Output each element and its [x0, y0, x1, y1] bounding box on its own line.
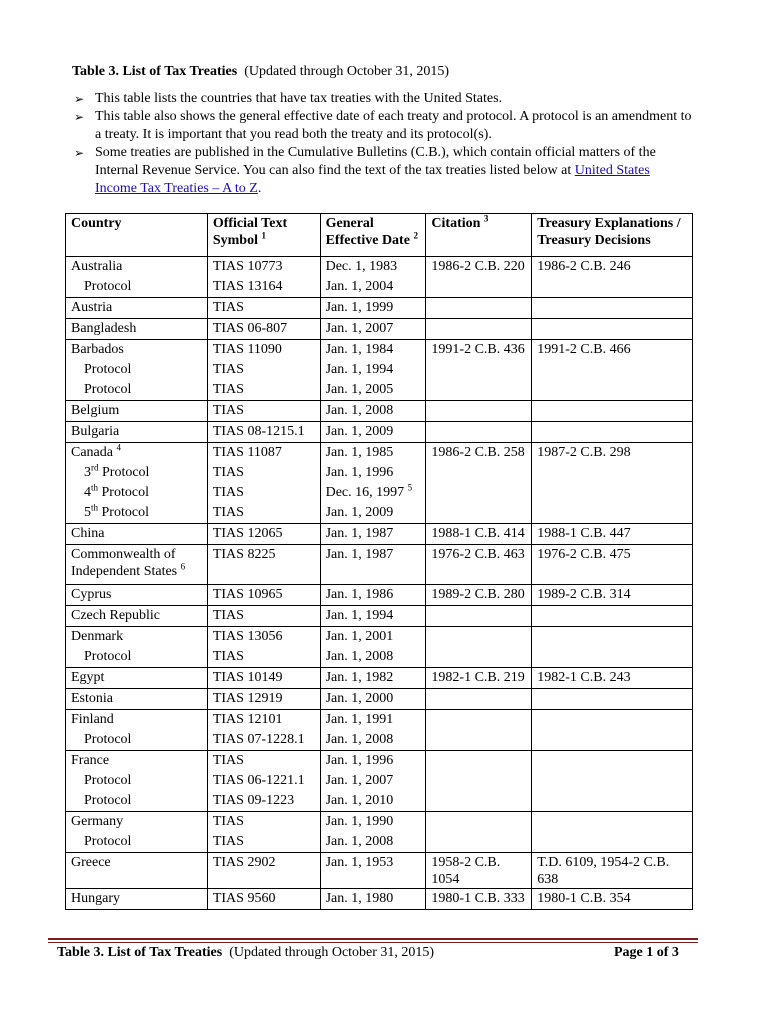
cell-symbol: TIAS 12065: [207, 524, 320, 545]
cell-treasury: [532, 401, 693, 422]
cell-country: Protocol: [66, 832, 208, 853]
cell-citation: [426, 463, 532, 483]
cell-treasury: [532, 812, 693, 833]
cell-date: Jan. 1, 1999: [320, 298, 426, 319]
table-row: [66, 627, 693, 648]
cell-country: China: [66, 524, 208, 545]
cell-treasury: [532, 463, 693, 483]
cell-citation: [426, 832, 532, 853]
table-row: [66, 340, 693, 361]
cell-citation: [426, 627, 532, 648]
cell-symbol: TIAS: [207, 298, 320, 319]
header-effective-date: General Effective Date $^2$: [320, 214, 426, 257]
cell-date: Jan. 1, 1987: [320, 524, 426, 545]
cell-symbol: TIAS 13164: [207, 277, 320, 298]
cell-citation: 1986-2 C.B. 220: [426, 257, 532, 278]
cell-date: Jan. 1, 1953: [320, 853, 426, 889]
cell-symbol: TIAS: [207, 401, 320, 422]
cell-country: Protocol: [66, 360, 208, 380]
cell-citation: [426, 730, 532, 751]
cell-symbol: TIAS 06-1221.1: [207, 771, 320, 791]
cell-date: Jan. 1, 1986: [320, 585, 426, 606]
cell-citation: 1988-1 C.B. 414: [426, 524, 532, 545]
cell-country: Bulgaria: [66, 422, 208, 443]
cell-treasury: T.D. 6109, 1954-2 C.B. 638: [532, 853, 693, 889]
cell-treasury: [532, 832, 693, 853]
tax-treaties-table: [65, 213, 693, 910]
cell-treasury: 1976-2 C.B. 475: [532, 545, 693, 585]
table-row: [66, 710, 693, 731]
cell-citation: 1982-1 C.B. 219: [426, 668, 532, 689]
cell-symbol: TIAS: [207, 647, 320, 668]
cell-citation: [426, 812, 532, 833]
cell-country: Egypt: [66, 668, 208, 689]
cell-date: Jan. 1, 2000: [320, 689, 426, 710]
cell-treasury: [532, 689, 693, 710]
page-number: Page 1 of 3: [614, 945, 679, 960]
cell-symbol: TIAS 08-1215.1: [207, 422, 320, 443]
table-row: [66, 853, 693, 889]
cell-treasury: [532, 422, 693, 443]
header-symbol: Official Text Symbol $^1$: [207, 214, 320, 257]
cell-symbol: TIAS 06-807: [207, 319, 320, 340]
table-row: [66, 585, 693, 606]
cell-symbol: TIAS: [207, 812, 320, 833]
table-row: [66, 360, 693, 380]
cell-country: Protocol: [66, 771, 208, 791]
cell-symbol: TIAS: [207, 503, 320, 524]
page-title-date: (Updated through October 31, 2015): [244, 64, 450, 79]
cell-treasury: [532, 647, 693, 668]
cell-citation: 1989-2 C.B. 280: [426, 585, 532, 606]
table-row: [66, 606, 693, 627]
cell-country: Germany: [66, 812, 208, 833]
cell-date: Jan. 1, 1982: [320, 668, 426, 689]
cell-date: Jan. 1, 2005: [320, 380, 426, 401]
table-row: [66, 771, 693, 791]
cell-symbol: TIAS 13056: [207, 627, 320, 648]
cell-symbol: TIAS 10149: [207, 668, 320, 689]
table-row: [66, 503, 693, 524]
arrow-bullet-icon: ➢: [74, 110, 85, 124]
cell-citation: [426, 483, 532, 503]
table-row: [66, 647, 693, 668]
cell-symbol: TIAS 2902: [207, 853, 320, 889]
cell-treasury: [532, 380, 693, 401]
cell-citation: 1958-2 C.B. 1054: [426, 853, 532, 889]
table-row: [66, 319, 693, 340]
cell-citation: [426, 647, 532, 668]
cell-country: Protocol: [66, 277, 208, 298]
table-row: [66, 730, 693, 751]
cell-treasury: 1989-2 C.B. 314: [532, 585, 693, 606]
table-row: [66, 380, 693, 401]
cell-citation: [426, 606, 532, 627]
cell-country: France: [66, 751, 208, 772]
cell-country: Cyprus: [66, 585, 208, 606]
footer-rule: [48, 938, 698, 940]
cell-symbol: TIAS 12919: [207, 689, 320, 710]
arrow-bullet-icon: ➢: [74, 146, 85, 160]
table-header-row: [66, 214, 693, 257]
cell-date: Jan. 1, 1991: [320, 710, 426, 731]
cell-date: Jan. 1, 2007: [320, 319, 426, 340]
intro-bullets: [72, 90, 692, 198]
table-row: [66, 689, 693, 710]
cell-symbol: TIAS 07-1228.1: [207, 730, 320, 751]
table-row: [66, 463, 693, 483]
cell-symbol: TIAS: [207, 832, 320, 853]
cell-country: Canada $^4$: [66, 443, 208, 464]
cell-treasury: 1982-1 C.B. 243: [532, 668, 693, 689]
cell-citation: [426, 503, 532, 524]
cell-country: Australia: [66, 257, 208, 278]
cell-date: Jan. 1, 1985: [320, 443, 426, 464]
cell-treasury: [532, 606, 693, 627]
table-row: [66, 545, 693, 585]
cell-citation: 1980-1 C.B. 333: [426, 889, 532, 910]
cell-treasury: [532, 483, 693, 503]
cell-date: Jan. 1, 2008: [320, 730, 426, 751]
cell-treasury: [532, 791, 693, 812]
cell-country: Protocol: [66, 380, 208, 401]
cell-date: Jan. 1, 1994: [320, 606, 426, 627]
cell-citation: [426, 771, 532, 791]
header-citation: Citation $^3$: [426, 214, 532, 257]
cell-citation: [426, 401, 532, 422]
cell-date: Jan. 1, 1996: [320, 751, 426, 772]
cell-date: Jan. 1, 1996: [320, 463, 426, 483]
cell-country: 3rd Protocol: [66, 463, 208, 483]
table-row: [66, 277, 693, 298]
cell-country: Bangladesh: [66, 319, 208, 340]
cell-treasury: [532, 730, 693, 751]
cell-date: Jan. 1, 2004: [320, 277, 426, 298]
cell-date: Jan. 1, 1990: [320, 812, 426, 833]
page-title-bold: Table 3. List of Tax Treaties: [72, 64, 238, 79]
cell-treasury: 1980-1 C.B. 354: [532, 889, 693, 910]
cell-country: Protocol: [66, 791, 208, 812]
cell-date: Jan. 1, 2009: [320, 422, 426, 443]
cell-country: Protocol: [66, 647, 208, 668]
cell-country: Finland: [66, 710, 208, 731]
table-row: [66, 889, 693, 910]
cell-citation: 1986-2 C.B. 258: [426, 443, 532, 464]
cell-country: 4th Protocol: [66, 483, 208, 503]
cell-date: Jan. 1, 2007: [320, 771, 426, 791]
table-row: [66, 483, 693, 503]
cell-date: Dec. 1, 1983: [320, 257, 426, 278]
bullet-item: ➢ This table also shows the general effective date of each treaty and protocol. A protocol is an amendment to a treaty. It is important that you read both the treaty and its protocol(s).: [74, 109, 692, 142]
cell-date: Jan. 1, 1987: [320, 545, 426, 585]
tax-treaties-a-to-z-link[interactable]: United States Income Tax Treaties – A to Z: [95, 163, 650, 196]
cell-treasury: 1991-2 C.B. 466: [532, 340, 693, 361]
cell-treasury: 1988-1 C.B. 447: [532, 524, 693, 545]
cell-date: Jan. 1, 2008: [320, 647, 426, 668]
cell-citation: [426, 360, 532, 380]
table-row: [66, 812, 693, 833]
cell-citation: [426, 422, 532, 443]
cell-treasury: [532, 503, 693, 524]
cell-symbol: TIAS: [207, 483, 320, 503]
cell-symbol: TIAS 12101: [207, 710, 320, 731]
cell-symbol: TIAS 09-1223: [207, 791, 320, 812]
cell-country: Protocol: [66, 730, 208, 751]
cell-country: Hungary: [66, 889, 208, 910]
arrow-bullet-icon: ➢: [74, 92, 85, 106]
header-country: Country: [66, 214, 208, 257]
cell-date: Jan. 1, 2010: [320, 791, 426, 812]
cell-citation: [426, 380, 532, 401]
table-row: [66, 751, 693, 772]
cell-date: Jan. 1, 1994: [320, 360, 426, 380]
cell-country: Czech Republic: [66, 606, 208, 627]
cell-date: Jan. 1, 2001: [320, 627, 426, 648]
table-row: [66, 791, 693, 812]
cell-citation: 1991-2 C.B. 436: [426, 340, 532, 361]
cell-symbol: TIAS 8225: [207, 545, 320, 585]
cell-country: Greece: [66, 853, 208, 889]
cell-symbol: TIAS 9560: [207, 889, 320, 910]
cell-treasury: [532, 360, 693, 380]
cell-country: Belgium: [66, 401, 208, 422]
footer-title: Table 3. List of Tax Treaties (Updated through October 31, 2015): [57, 945, 435, 960]
cell-date: Jan. 1, 2008: [320, 832, 426, 853]
cell-symbol: TIAS: [207, 606, 320, 627]
cell-citation: [426, 689, 532, 710]
table-row: [66, 298, 693, 319]
cell-citation: [426, 791, 532, 812]
table-row: [66, 443, 693, 464]
cell-citation: [426, 751, 532, 772]
cell-treasury: [532, 277, 693, 298]
cell-country: Denmark: [66, 627, 208, 648]
cell-citation: [426, 319, 532, 340]
cell-citation: [426, 298, 532, 319]
cell-symbol: TIAS: [207, 751, 320, 772]
table-row: [66, 668, 693, 689]
cell-symbol: TIAS 10965: [207, 585, 320, 606]
cell-treasury: [532, 319, 693, 340]
cell-treasury: [532, 771, 693, 791]
cell-citation: [426, 710, 532, 731]
page-title: [72, 64, 449, 80]
cell-symbol: TIAS 11087: [207, 443, 320, 464]
table-row: [66, 832, 693, 853]
table-row: [66, 401, 693, 422]
cell-treasury: [532, 751, 693, 772]
cell-symbol: TIAS: [207, 463, 320, 483]
bullet-item: ➢ Some treaties are published in the Cumulative Bulletins (C.B.), which contain official matters of the Internal Revenue Service. You can also find the text of the tax treaties listed below at United States Income Tax Treaties – A to Z.: [74, 145, 656, 196]
cell-citation: 1976-2 C.B. 463: [426, 545, 532, 585]
cell-symbol: TIAS 11090: [207, 340, 320, 361]
cell-treasury: [532, 710, 693, 731]
table-row: [66, 524, 693, 545]
table-row: [66, 422, 693, 443]
cell-date: Dec. 16, 1997 $^5$: [320, 483, 426, 503]
cell-country: Austria: [66, 298, 208, 319]
cell-citation: [426, 277, 532, 298]
cell-treasury: [532, 627, 693, 648]
cell-treasury: [532, 298, 693, 319]
footer-rule-thin: [48, 942, 698, 943]
bullet-item: ➢ This table lists the countries that have tax treaties with the United States.: [74, 91, 503, 106]
cell-date: Jan. 1, 1984: [320, 340, 426, 361]
cell-country: Commonwealth of Independent States $^6$: [66, 545, 208, 585]
cell-treasury: 1986-2 C.B. 246: [532, 257, 693, 278]
header-treasury: Treasury Explanations / Treasury Decisions: [532, 214, 693, 257]
cell-symbol: TIAS 10773: [207, 257, 320, 278]
cell-date: Jan. 1, 2008: [320, 401, 426, 422]
cell-date: Jan. 1, 1980: [320, 889, 426, 910]
cell-country: Estonia: [66, 689, 208, 710]
cell-symbol: TIAS: [207, 380, 320, 401]
cell-treasury: 1987-2 C.B. 298: [532, 443, 693, 464]
table-row: [66, 257, 693, 278]
cell-country: Barbados: [66, 340, 208, 361]
cell-date: Jan. 1, 2009: [320, 503, 426, 524]
cell-symbol: TIAS: [207, 360, 320, 380]
cell-country: 5th Protocol: [66, 503, 208, 524]
